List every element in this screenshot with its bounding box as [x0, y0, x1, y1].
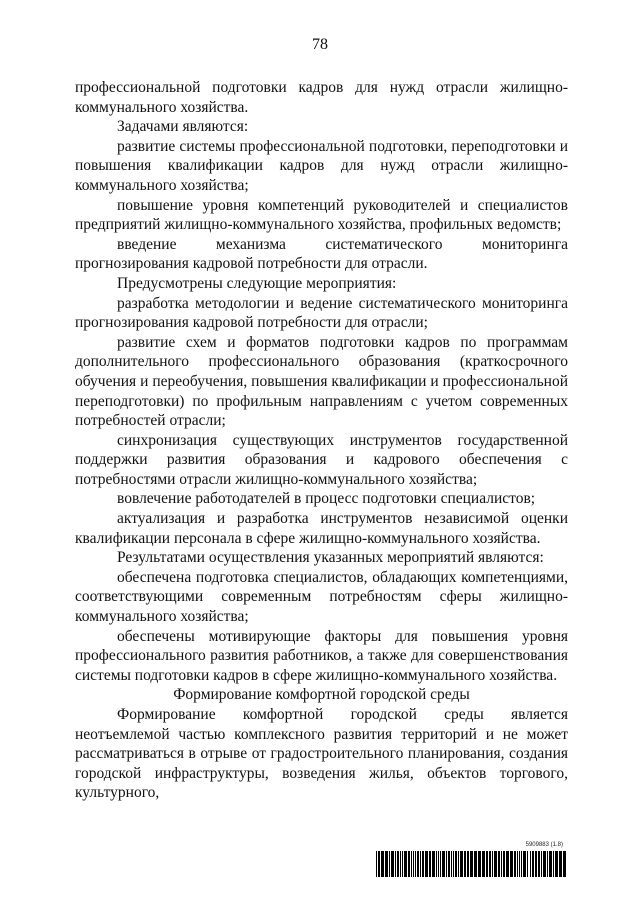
- section-title: Формирование комфортной городской среды: [173, 686, 470, 704]
- page-number: 78: [312, 36, 328, 53]
- measure-item: разработка методологии и ведение систематического мониторинга прогнозирования кадровой потребности для отрасли;: [75, 294, 568, 332]
- measures-heading: Предусмотрены следующие мероприятия:: [117, 274, 397, 292]
- measure-item: синхронизация существующих инструментов государственной поддержки развития образования и кадрового обеспечения с потребностями отрасли жилищно-коммунального хозяйства;: [75, 431, 568, 488]
- barcode-icon: [376, 851, 566, 877]
- document-code: 5909883 (1.8): [525, 842, 563, 848]
- tasks-heading: Задачами являются:: [117, 118, 249, 136]
- results-heading: Результатами осуществления указанных мероприятий являются:: [117, 549, 544, 567]
- measure-item: развитие схем и форматов подготовки кадров по программам дополнительного профессионального образования (краткосрочного обучения и переобучения, повышения квалификации и профессиональной переподготовки) по профильным направлениям с учетом современных потребностей отрасли;: [75, 333, 568, 430]
- task-item: повышение уровня компетенций руководителей и специалистов предприятий жилищно-коммунального хозяйства, профильных ведомств;: [75, 196, 568, 234]
- measure-item: вовлечение работодателей в процесс подготовки специалистов;: [117, 490, 536, 508]
- intro-paragraph: профессиональной подготовки кадров для нужд отрасли жилищно-коммунального хозяйства.: [75, 79, 568, 116]
- result-item: обеспечены мотивирующие факторы для повышения уровня профессионального развития работников, а также для совершенствования системы подготовки кадров в сфере жилищно-коммунального хозяйства.: [75, 627, 568, 684]
- task-item: развитие системы профессиональной подготовки, переподготовки и повышения квалификации кадров для нужд отрасли жилищно-коммунального хозяйства;: [75, 137, 568, 194]
- result-item: обеспечена подготовка специалистов, обладающих компетенциями, соответствующими современным потребностям сферы жилищно-коммунального хозяйства;: [75, 568, 568, 626]
- document-body: [75, 78, 568, 803]
- section-paragraph: Формирование комфортной городской среды является неотъемлемой частью комплексного развития территорий и не может рассматриваться в отрыве от градостроительного планирования, создания городской инфраструктуры, возведения жилья, объектов торгового, культурного,: [75, 706, 568, 802]
- task-item: введение механизма систематического мониторинга прогнозирования кадровой потребности для отрасли.: [75, 235, 568, 273]
- measure-item: актуализация и разработка инструментов независимой оценки квалификации персонала в сфере жилищно-коммунального хозяйства.: [75, 510, 568, 547]
